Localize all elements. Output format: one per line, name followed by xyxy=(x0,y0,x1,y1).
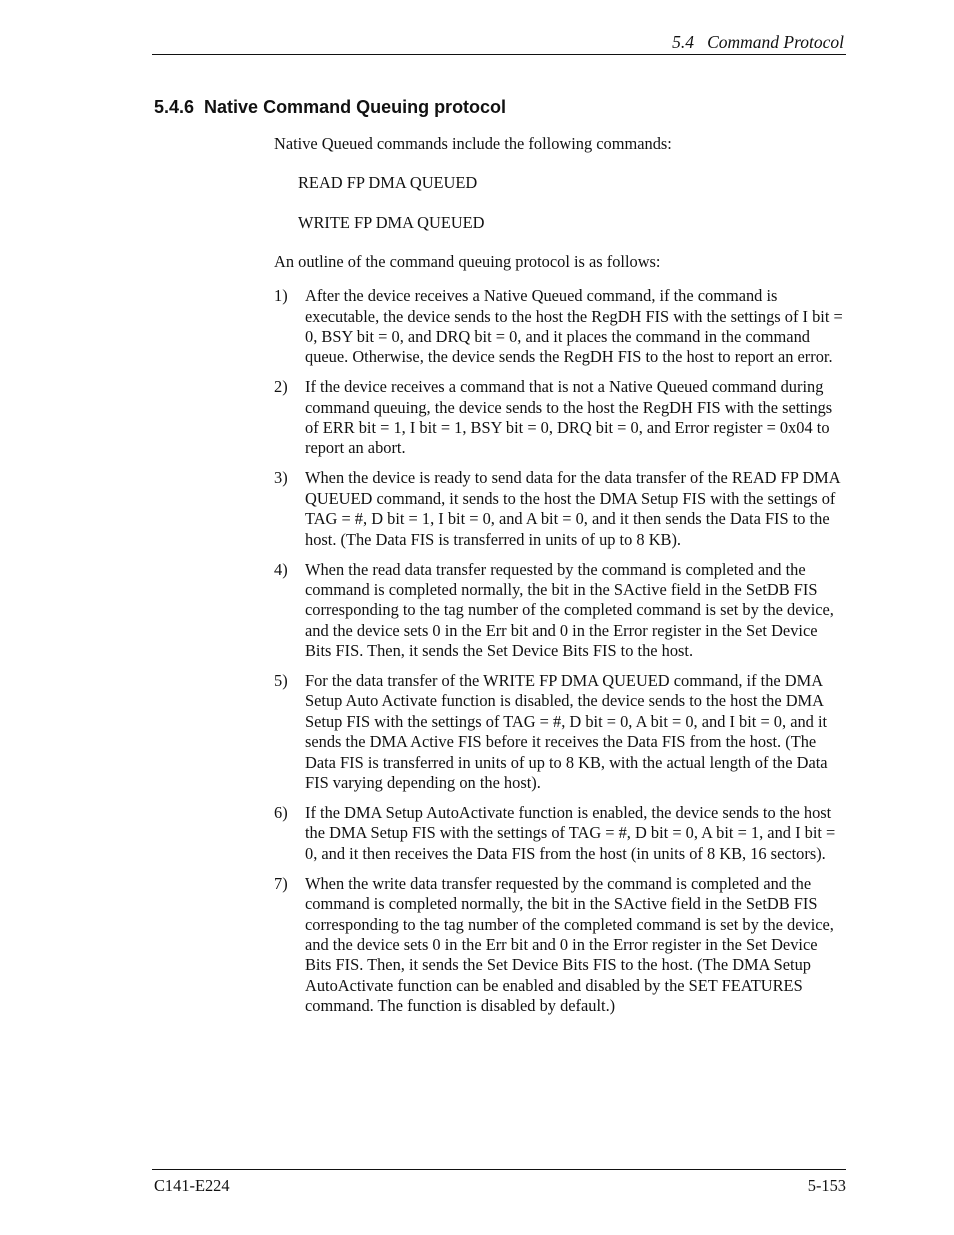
step-number: 2) xyxy=(274,377,288,397)
outline-intro-paragraph: An outline of the command queuing protocol is as follows: xyxy=(274,252,661,272)
protocol-step xyxy=(274,803,846,864)
step-text: When the write data transfer requested by the command is completed and the command is completed normally, the bit in the SActive field in the SetDB FIS corresponding to the tag number of the completed command is set by the device, and the device sets 0 in the Err bit and 0 in the Error register in the Set Device Bits FIS. Then, it sends the Set Device Bits FIS to the host. (The DMA Setup AutoActivate function can be enabled and disabled by the SET FEATURES command. The function is disabled by default.) xyxy=(305,873,834,1016)
protocol-step xyxy=(274,874,846,1017)
protocol-step xyxy=(274,377,846,459)
intro-paragraph: Native Queued commands include the following commands: xyxy=(274,134,672,153)
header-section-ref: 5.4 Command Protocol xyxy=(672,32,844,52)
step-text: If the DMA Setup AutoActivate function is enabled, the device sends to the host the DMA Setup FIS with the settings of TAG = #, D bit = 0, A bit = 1, and I bit = 0, and it then receives the Data FIS from the host (in units of 8 KB, 16 sectors). xyxy=(305,802,836,863)
step-number: 3) xyxy=(274,468,288,488)
footer-page-number: 5-153 xyxy=(807,1176,846,1195)
step-number: 6) xyxy=(274,802,288,822)
step-number: 5) xyxy=(274,671,288,691)
step-text: After the device receives a Native Queued command, if the command is executable, the device sends to the host the RegDH FIS with the settings of I bit = 0, BSY bit = 0, and DRQ bit = 0, and it places the command in the command queue. Otherwise, the device sends the RegDH FIS to the host to report an error. xyxy=(305,286,843,367)
protocol-steps-list xyxy=(274,286,846,1016)
page-footer xyxy=(152,1169,846,1195)
command-write-fp-dma-queued: WRITE FP DMA QUEUED xyxy=(298,212,485,232)
protocol-step xyxy=(274,468,846,550)
footer-doc-id: C141-E224 xyxy=(154,1176,230,1195)
section-title: 5.4.6 Native Command Queuing protocol xyxy=(154,97,507,117)
protocol-step xyxy=(274,286,846,368)
page-header xyxy=(152,30,846,55)
body-content xyxy=(274,134,846,1026)
step-text: When the device is ready to send data for the data transfer of the READ FP DMA QUEUED command, it sends to the host the DMA Setup FIS with the settings of TAG = #, D bit = 1, I bit = 0, and A bit = 0, and it then sends the Data FIS to the host. (The Data FIS is transferred in units of up to 8 KB). xyxy=(305,468,840,549)
step-number: 4) xyxy=(274,559,288,579)
step-number: 7) xyxy=(274,873,288,893)
protocol-step xyxy=(274,671,846,793)
step-text: For the data transfer of the WRITE FP DMA QUEUED command, if the DMA Setup Auto Activate function is disabled, the device sends to the host the DMA Setup FIS with the settings of TAG = #, D bit = 0, A bit = 0, and I bit = 0, and it sends the DMA Active FIS before it receives the Data FIS from the host. (The Data FIS is transferred in units of up to 8 KB, with the actual length of the Data FIS varying depending on the host). xyxy=(305,671,828,793)
command-read-fp-dma-queued: READ FP DMA QUEUED xyxy=(298,173,478,193)
step-text: When the read data transfer requested by the command is completed and the command is completed normally, the bit in the SActive field in the SetDB FIS corresponding to the tag number of the completed command is set by the device, and the device sets 0 in the Err bit and 0 in the Error register in the Set Device Bits FIS. Then, it sends the Set Device Bits FIS to the host. xyxy=(305,559,834,661)
protocol-step xyxy=(274,560,846,662)
step-text: If the device receives a command that is not a Native Queued command during command queuing, the device sends to the host the RegDH FIS with the settings of ERR bit = 1, I bit = 1, BSY bit = 0, DRQ bit = 0, and Error register = 0x04 to report an abort. xyxy=(305,377,833,458)
step-number: 1) xyxy=(274,286,288,306)
